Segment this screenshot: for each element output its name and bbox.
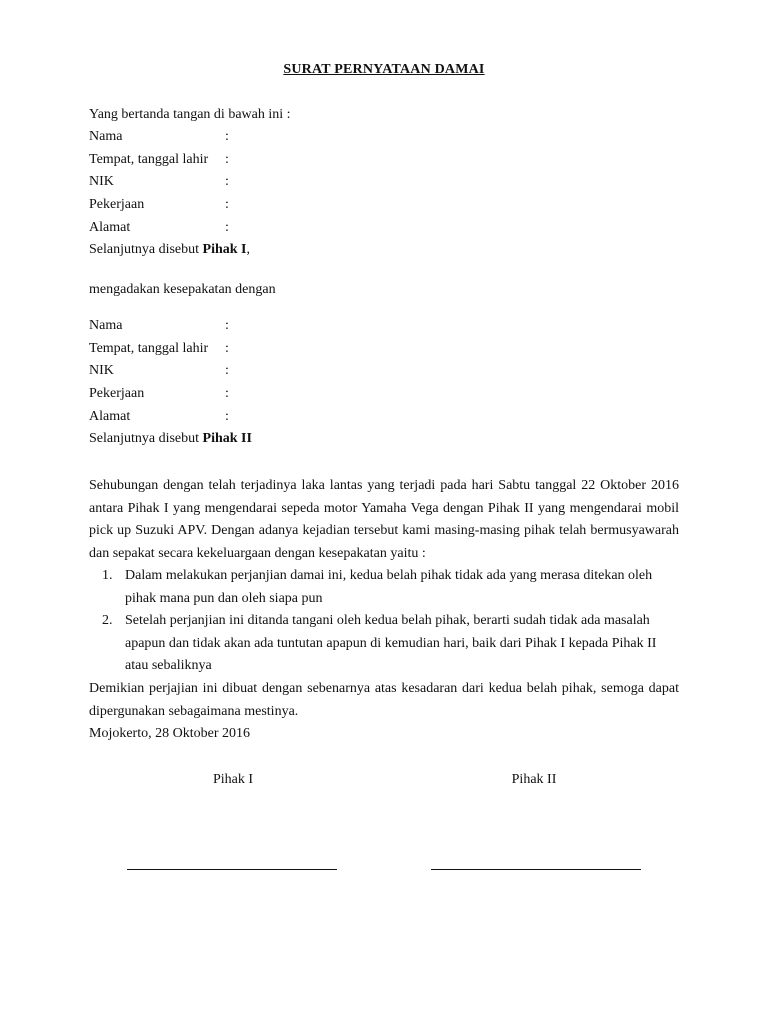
item-number: 2. (102, 613, 113, 629)
party1-field-alamat (89, 217, 329, 239)
field-colon: : (225, 363, 229, 378)
agreement-line: mengadakan kesepakatan dengan (89, 282, 276, 297)
field-colon: : (225, 318, 229, 333)
terms-list (89, 565, 679, 678)
party2-field-nik (89, 360, 329, 382)
party1-field-nama (89, 126, 329, 148)
signature-line-pihak-2 (431, 869, 641, 870)
signature-label-pihak-2: Pihak II (511, 772, 557, 787)
closing-paragraph: Demikian perjajian ini dibuat dengan sebenarnya atas kesadaran dari kedua belah pihak, semoga dapat dipergunakan sebagaimana mestinya. (89, 681, 679, 719)
designation-suffix: , (246, 242, 251, 257)
list-item (89, 610, 679, 678)
list-item (89, 565, 679, 610)
field-label: Pekerjaan (89, 386, 145, 401)
field-label: Nama (89, 318, 123, 333)
field-colon: : (225, 152, 229, 167)
field-colon: : (225, 341, 229, 356)
intro-line: Yang bertanda tangan di bawah ini : (89, 107, 291, 122)
signature-label-pihak-1: Pihak I (212, 772, 254, 787)
field-colon: : (225, 386, 229, 401)
party1-field-ttl (89, 149, 329, 171)
field-label: Tempat, tanggal lahir (89, 152, 209, 167)
field-label: NIK (89, 174, 114, 189)
party2-field-ttl (89, 338, 329, 360)
party1-designation (89, 239, 250, 262)
field-colon: : (225, 129, 229, 144)
field-colon: : (225, 174, 229, 189)
field-colon: : (225, 220, 229, 235)
party2-field-pekerjaan (89, 383, 329, 405)
place-date: Mojokerto, 28 Oktober 2016 (89, 726, 250, 741)
item-text: Setelah perjanjian ini ditanda tangani oleh kedua belah pihak, berarti sudah tidak ada masalah apapun dan tidak akan ada tuntutan apapun di kemudian hari, baik dari Pihak I kepada Pihak II atau sebaliknya (125, 613, 657, 674)
field-label: Pekerjaan (89, 197, 145, 212)
field-label: Alamat (89, 409, 131, 424)
document-title: SURAT PERNYATAAN DAMAI (283, 62, 485, 77)
party2-designation (89, 428, 252, 451)
designation-name: Pihak I (202, 242, 247, 257)
party2-field-alamat (89, 406, 329, 428)
designation-name: Pihak II (202, 431, 252, 446)
item-number: 1. (102, 568, 113, 583)
field-colon: : (225, 409, 229, 424)
designation-prefix: Selanjutnya disebut (89, 242, 203, 257)
party2-field-nama (89, 315, 329, 337)
field-label: Nama (89, 129, 123, 144)
party1-field-pekerjaan (89, 194, 329, 216)
body-paragraph: Sehubungan dengan telah terjadinya laka lantas yang terjadi pada hari Sabtu tanggal 22 Oktober 2016 antara Pihak I yang mengendarai sepeda motor Yamaha Vega dengan Pihak II yang mengendarai mobil pick up Suzuki APV. Dengan adanya kejadian tersebut kami masing-masing pihak telah bermusyawarah dan sepakat secara kekeluargaan dengan kesepakatan yaitu : (89, 478, 679, 561)
field-label: Tempat, tanggal lahir (89, 341, 209, 356)
field-label: Alamat (89, 220, 131, 235)
party1-field-nik (89, 171, 329, 193)
item-text: Dalam melakukan perjanjian damai ini, kedua belah pihak tidak ada yang merasa ditekan oleh pihak mana pun dan oleh siapa pun (125, 568, 653, 606)
signature-line-pihak-1 (127, 869, 337, 870)
designation-prefix: Selanjutnya disebut (89, 431, 203, 446)
field-label: NIK (89, 363, 114, 378)
field-colon: : (225, 197, 229, 212)
